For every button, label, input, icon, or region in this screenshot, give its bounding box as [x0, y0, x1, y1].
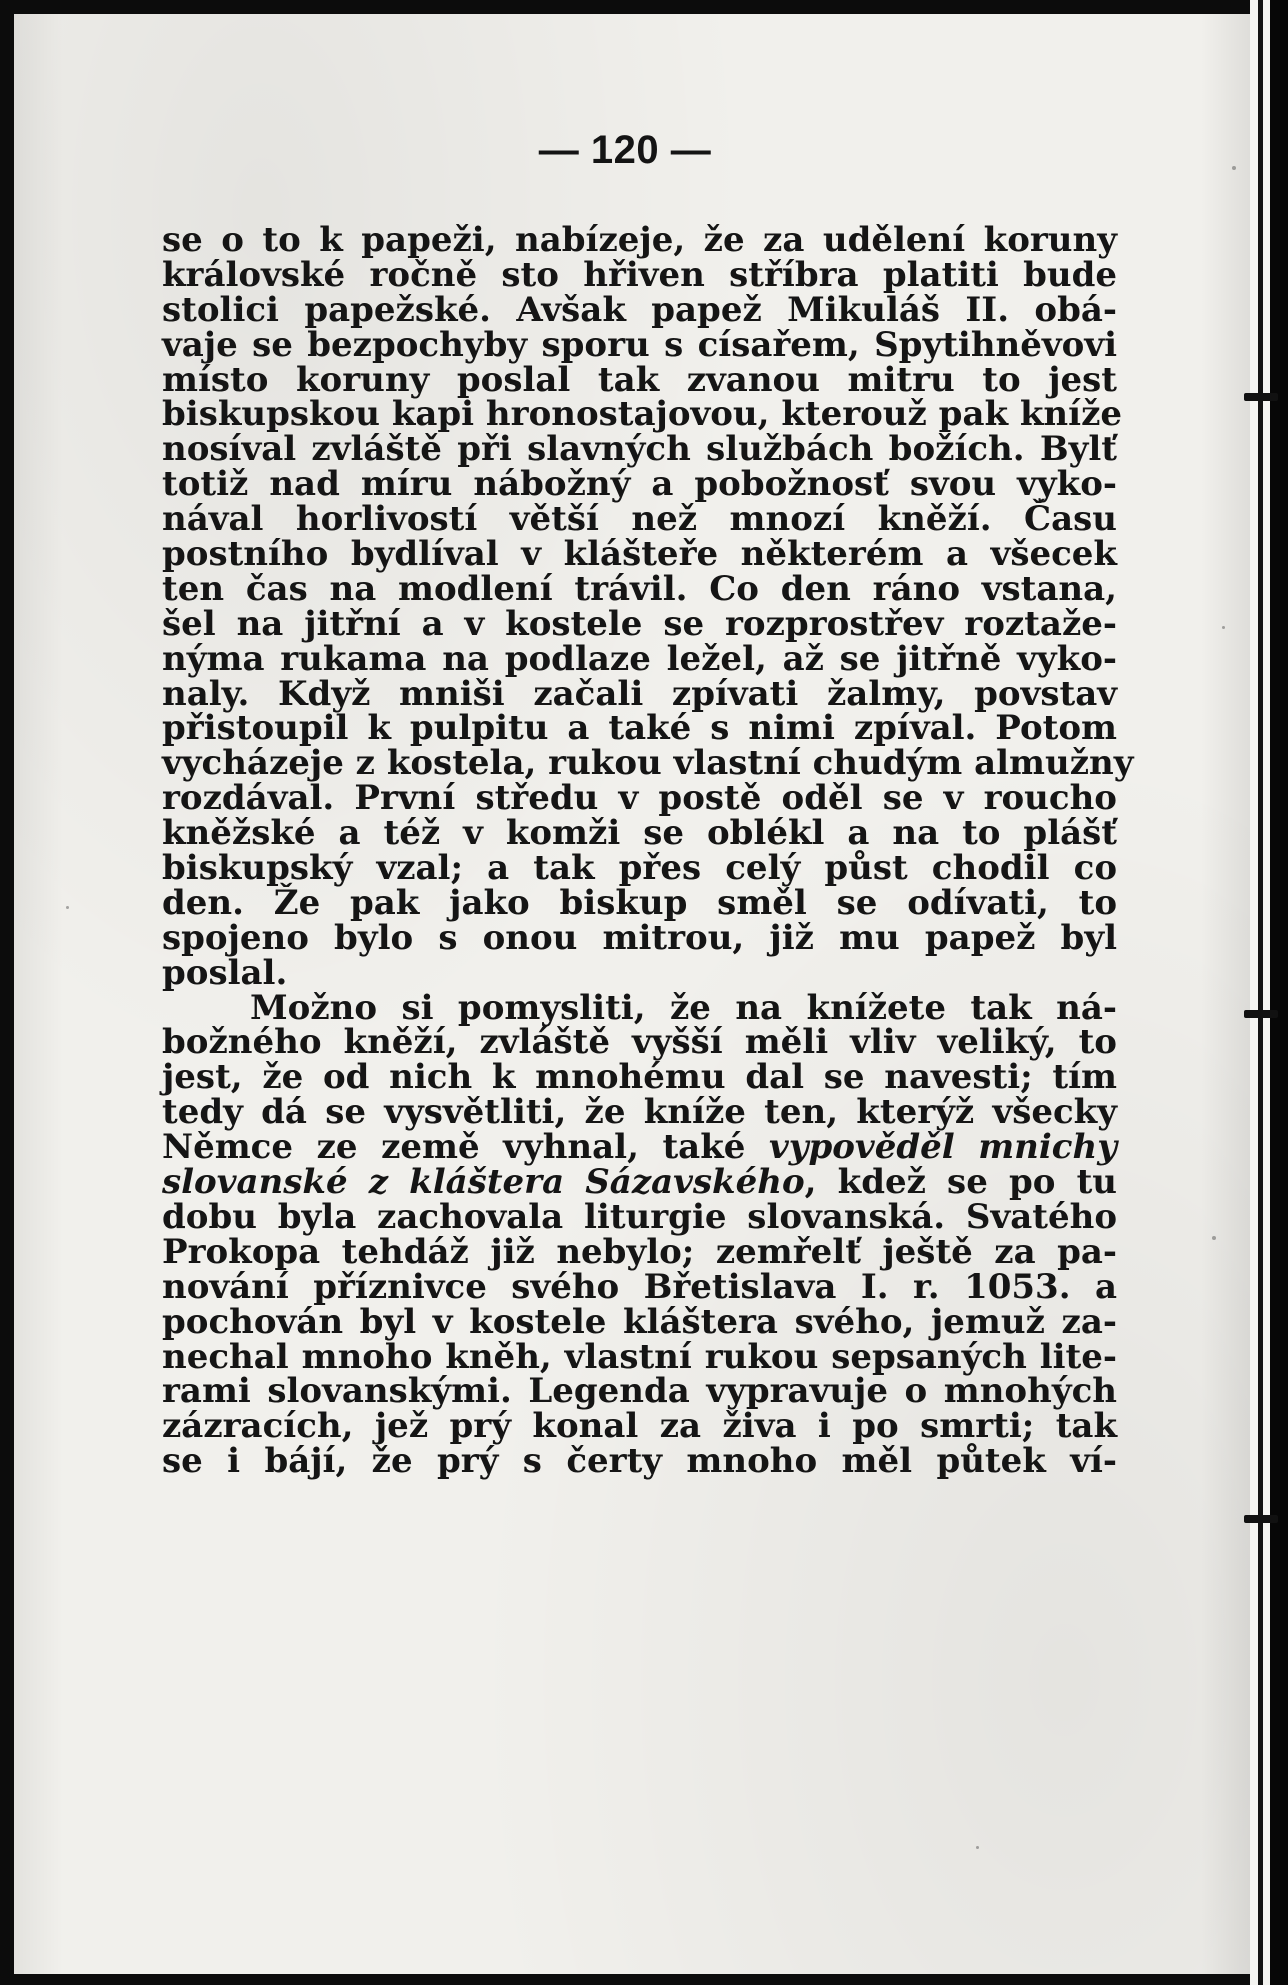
paper-speck	[976, 1846, 979, 1849]
binding-tick	[1244, 1515, 1278, 1523]
text-line: totiž nad míru nábožný a pobožnosť svou vyko-	[162, 464, 1117, 505]
text-line: den. Že pak jako biskup směl se odívati, to	[162, 882, 1117, 923]
text-segment: Němce ze země vyhnal, také	[162, 1127, 769, 1168]
text-line: vaje se bezpochyby sporu s císařem, Spytihněvovi	[162, 324, 1117, 365]
text-segment: , kdež se po tu	[804, 1162, 1117, 1203]
text-line: spojeno bylo s onou mitrou, již mu papež byl	[162, 917, 1117, 958]
binding-line	[1258, 0, 1263, 1985]
text-line: zázracích, jež prý konal za živa i po smrti; tak	[162, 1406, 1117, 1447]
text-line: dobu byla zachovala liturgie slovanská. Svatého	[162, 1196, 1117, 1237]
text-line: nával horlivostí větší než mnozí kněží. Času	[162, 499, 1117, 540]
text-line: nechal mnoho kněh, vlastní rukou sepsaných lite-	[162, 1336, 1117, 1377]
text-line: postního bydlíval v klášteře některém a všecek	[162, 534, 1117, 575]
text-line: se o to k papeži, nabízeje, že za udělení koruny	[162, 220, 1117, 260]
text-line: jest, že od nich k mnohému dal se navesti; tím	[162, 1057, 1117, 1098]
text-line: vycházeje z kostela, rukou vlastní chudým almužny	[162, 743, 1134, 784]
paper-speck	[1212, 1236, 1216, 1240]
text-line: biskupský vzal; a tak přes celý půst chodil co	[162, 848, 1117, 889]
binding-tick	[1244, 393, 1278, 401]
binding-edge	[1270, 0, 1288, 1985]
text-line: naly. Když mniši začali zpívati žalmy, povstav	[162, 673, 1117, 714]
text-line: rozdával. První středu v postě oděl se v roucho	[162, 778, 1117, 819]
text-line: pochován byl v kostele kláštera svého, jemuž za-	[162, 1301, 1117, 1342]
body-text	[162, 220, 1134, 1482]
text-line: nosíval zvláště při slavných službách božích. Bylť	[162, 429, 1117, 470]
text-line: ten čas na modlení trávil. Co den ráno vstana,	[162, 568, 1117, 609]
paper-speck	[1222, 626, 1225, 629]
text-line: nování příznivce svého Břetislava I. r. 1053. a	[162, 1266, 1117, 1307]
text-line: místo koruny poslal tak zvanou mitru to jest	[162, 359, 1117, 400]
binding-tick	[1244, 1010, 1278, 1018]
text-line: biskupskou kapi hronostajovou, kterouž pak kníže	[162, 394, 1123, 435]
text-line: se i bájí, že prý s čerty mnoho měl půtek ví-	[162, 1441, 1117, 1482]
italic-phrase: vypověděl mnichy	[768, 1127, 1117, 1168]
text-line: rami slovanskými. Legenda vypravuje o mnohých	[162, 1371, 1117, 1412]
text-line: božného kněží, zvláště vyšší měli vliv veliký, to	[162, 1022, 1117, 1063]
italic-phrase: slovanské z kláštera Sázavského	[162, 1162, 805, 1203]
paper-speck	[66, 906, 69, 909]
text-line: šel na jitřní a v kostele se rozprostřev roztaže-	[162, 603, 1117, 644]
text-line: nýma rukama na podlaze ležel, až se jitřně vyko-	[162, 638, 1117, 679]
text-line: Možno si pomysliti, že na knížete tak ná-	[250, 987, 1117, 1028]
text-line: kněžské a též v komži se oblékl a na to plášť	[162, 813, 1117, 854]
page-number: — 120 —	[538, 128, 712, 172]
text-line: přistoupil k pulpitu a také s nimi zpíval. Potom	[162, 708, 1117, 749]
text-line: královské ročně sto hřiven stříbra platiti bude	[162, 254, 1117, 295]
text-line: Prokopa tehdáž již nebylo; zemřelť ještě za pa-	[162, 1231, 1117, 1272]
text-line: stolici papežské. Avšak papež Mikuláš II. obá-	[162, 289, 1117, 330]
text-line	[162, 1162, 1117, 1203]
text-line: tedy dá se vysvětliti, že kníže ten, kterýž všecky	[162, 1092, 1117, 1133]
text-line	[162, 1127, 1117, 1168]
text-line: poslal.	[162, 952, 288, 993]
